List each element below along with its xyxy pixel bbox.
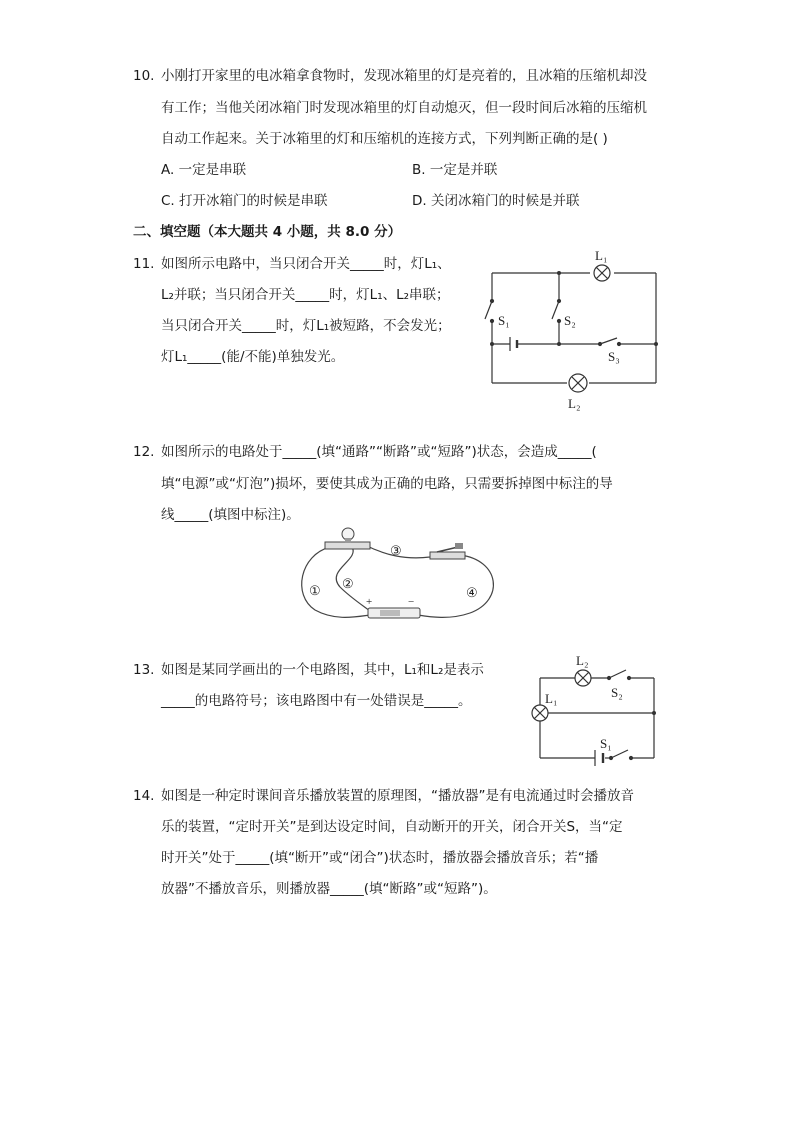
q10-option-a: A. 一定是串联 [161, 162, 247, 178]
label-s1: S₁ [498, 313, 510, 328]
q12-line-2: 填“电源”或“灯泡”)损坏，要使其成为正确的电路，只需要拆掉图中标注的导 [161, 476, 613, 492]
q14-line-3: 时开关”处于_____(填“断开”或“闭合”)状态时，播放器会播放音乐；若“播 [161, 850, 599, 866]
battery-minus-label: − [408, 596, 415, 608]
q12-number: 12. [133, 444, 155, 460]
wire-label-4: ④ [466, 585, 478, 600]
switch-s3-icon [599, 338, 621, 346]
label-s2: S₂ [564, 313, 576, 328]
lamp-l2-icon [575, 670, 591, 686]
label-s2: S₂ [611, 685, 623, 700]
q13-number: 13. [133, 662, 155, 678]
q13-line-2: _____的电路符号；该电路图中有一处错误是_____。 [161, 693, 472, 709]
label-s3: S₃ [608, 349, 620, 364]
q12-line-1: 如图所示的电路处于_____(填“通路”“断路”或“短路”)状态，会造成_____( [161, 444, 597, 460]
switch-s2-icon [608, 670, 631, 680]
section-title: 二、填空题（本大题共 4 小题，共 8.0 分） [133, 224, 402, 240]
bulb-icon [325, 528, 370, 549]
switch-s1-icon [485, 300, 494, 323]
label-l2: L₂ [576, 653, 589, 668]
q10-option-d: D. 关闭冰箱门的时候是并联 [412, 193, 580, 209]
q12-line-3: 线_____(填图中标注)。 [161, 507, 300, 523]
battery-plus-label: + [366, 596, 373, 608]
wire-label-1: ① [309, 583, 321, 598]
q10-stem-line-2: 有工作；当他关闭冰箱门时发现冰箱里的灯自动熄灭，但一段时间后冰箱的压缩机 [161, 100, 647, 116]
q10-number: 10. [133, 68, 155, 84]
q10-stem-line-3: 自动工作起来。关于冰箱里的灯和压缩机的连接方式，下列判断正确的是( ) [161, 131, 608, 147]
q11-line-4: 灯L₁_____(能/不能)单独发光。 [161, 349, 345, 365]
q12-circuit-figure [290, 525, 510, 630]
label-s1: S₁ [600, 736, 612, 751]
label-l2: L₂ [568, 396, 581, 411]
switch-s2-icon [552, 300, 561, 323]
wire-label-2: ② [342, 576, 354, 591]
lamp-l1-icon [532, 705, 548, 721]
q11-line-3: 当只闭合开关_____时，灯L₁被短路，不会发光； [161, 318, 451, 334]
q14-number: 14. [133, 788, 155, 804]
q11-line-1: 如图所示电路中，当只闭合开关_____时，灯L₁、 [161, 256, 451, 272]
battery-icon [368, 608, 420, 618]
wire-label-3: ③ [390, 543, 402, 558]
q11-line-2: L₂并联；当只闭合开关_____时，灯L₁、L₂串联； [161, 287, 450, 303]
knife-switch-icon [430, 543, 465, 559]
q11-number: 11. [133, 256, 155, 272]
lamp-l1-icon [594, 265, 610, 281]
label-l1: L₁ [545, 691, 558, 706]
q10-option-b: B. 一定是并联 [412, 162, 498, 178]
label-l1: L₁ [595, 248, 608, 263]
q10-stem-line-1: 小刚打开家里的电冰箱拿食物时，发现冰箱里的灯是亮着的，且冰箱的压缩机却没 [161, 68, 647, 84]
battery-icon [510, 337, 517, 351]
lamp-l2-icon [569, 374, 587, 392]
battery-icon [595, 750, 603, 766]
switch-s1-icon [610, 750, 633, 760]
q14-line-4: 放器”不播放音乐，则播放器_____(填“断路”或“短路”)。 [161, 881, 497, 897]
q13-line-1: 如图是某同学画出的一个电路图，其中，L₁和L₂是表示 [161, 662, 484, 678]
q14-line-2: 乐的装置，“定时开关”是到达设定时间，自动断开的开关，闭合开关S，当“定 [161, 819, 623, 835]
q13-circuit-figure [525, 648, 665, 766]
q11-circuit-figure [480, 245, 670, 415]
q10-option-c: C. 打开冰箱门的时候是串联 [161, 193, 328, 209]
q14-line-1: 如图是一种定时课间音乐播放装置的原理图，“播放器”是有电流通过时会播放音 [161, 788, 634, 804]
